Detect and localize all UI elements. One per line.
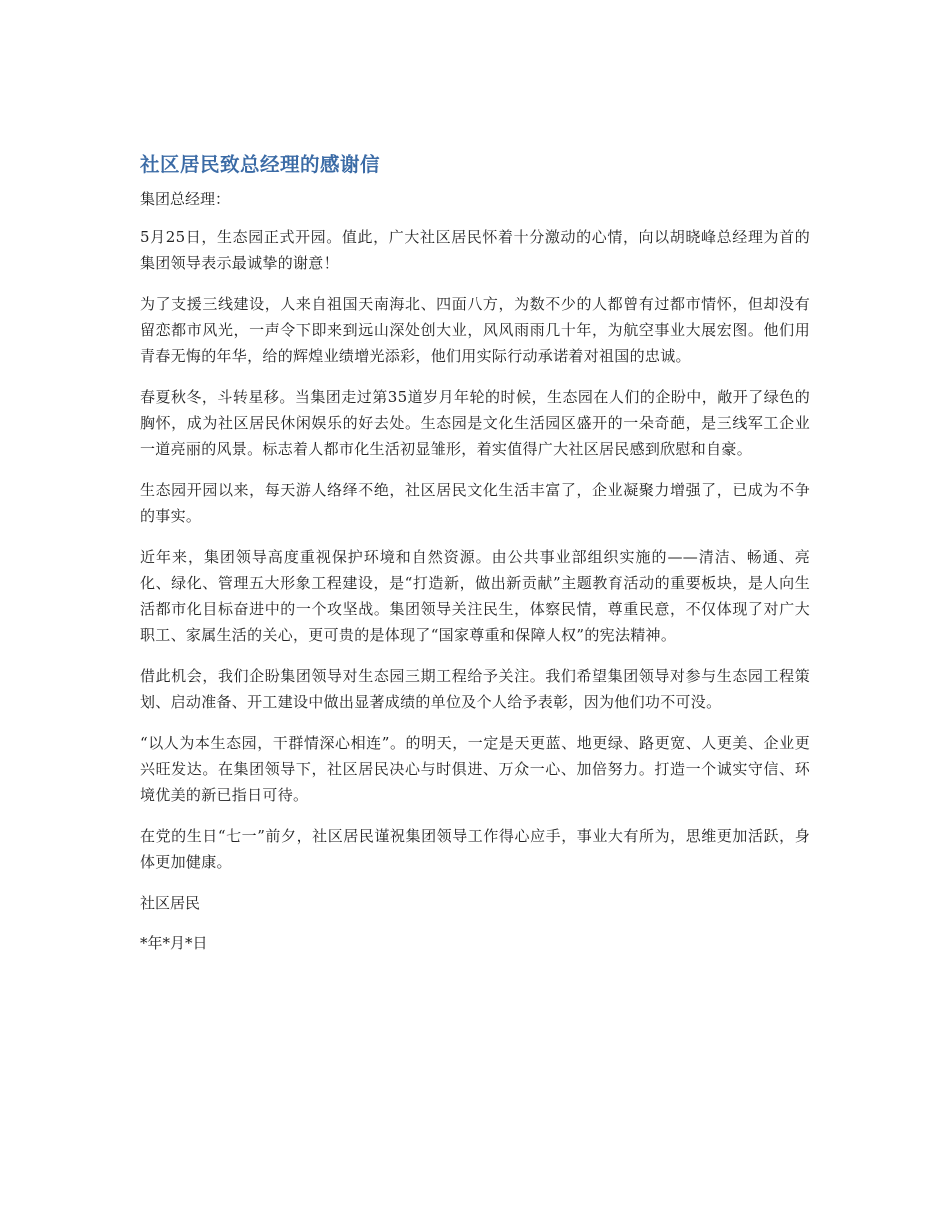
document-title: 社区居民致总经理的感谢信: [140, 153, 381, 176]
salutation: 集团总经理：: [140, 190, 231, 208]
signature: 社区居民: [140, 894, 201, 912]
date-line: *年*月*日: [140, 934, 208, 952]
paragraph-3: 春夏秋冬，斗转星移。当集团走过第35道岁月年轮的时候，生态园在人们的企盼中，敞开了绿色的胸怀，成为社区居民休闲娱乐的好去处。生态园是文化生活园区盛开的一朵奇葩，是三线军工企业一道亮丽的风景。标志着人都市化生活初显雏形，着实值得广大社区居民感到欣慰和自豪。: [140, 388, 810, 458]
paragraph-1: 5月25日，生态园正式开园。值此，广大社区居民怀着十分激动的心情，向以胡晓峰总经理为首的集团领导表示最诚挚的谢意！: [140, 228, 810, 272]
paragraph-7: “以人为本生态园，干群情深心相连”。的明天，一定是天更蓝、地更绿、路更宽、人更美、企业更兴旺发达。在集团领导下，社区居民决心与时俱进、万众一心、加倍努力。打造一个诚实守信、环境优美的新已指日可待。: [140, 734, 810, 804]
paragraph-6: 借此机会，我们企盼集团领导对生态园三期工程给予关注。我们希望集团领导对参与生态园工程策划、启动准备、开工建设中做出显著成绩的单位及个人给予表彰，因为他们功不可没。: [140, 667, 810, 711]
paragraph-8: 在党的生日“七一”前夕，社区居民谨祝集团领导工作得心应手，事业大有所为，思维更加活跃，身体更加健康。: [140, 827, 810, 871]
paragraph-4: 生态园开园以来，每天游人络绎不绝，社区居民文化生活丰富了，企业凝聚力增强了，已成为不争的事实。: [140, 481, 810, 525]
letter-page: [140, 150, 810, 956]
paragraph-5: 近年来，集团领导高度重视保护环境和自然资源。由公共事业部组织实施的——清洁、畅通、亮化、绿化、管理五大形象工程建设，是“打造新，做出新贡献”主题教育活动的重要板块，是人向生活都市化目标奋进中的一个攻坚战。集团领导关注民生，体察民情，尊重民意，不仅体现了对广大职工、家属生活的关心，更可贵的是体现了“国家尊重和保障人权”的宪法精神。: [140, 548, 810, 644]
paragraph-2: 为了支援三线建设，人来自祖国天南海北、四面八方，为数不少的人都曾有过都市情怀，但却没有留恋都市风光，一声令下即来到远山深处创大业，风风雨雨几十年，为航空事业大展宏图。他们用青春无悔的年华，给的辉煌业绩增光添彩，他们用实际行动承诺着对祖国的忠诚。: [140, 295, 810, 365]
